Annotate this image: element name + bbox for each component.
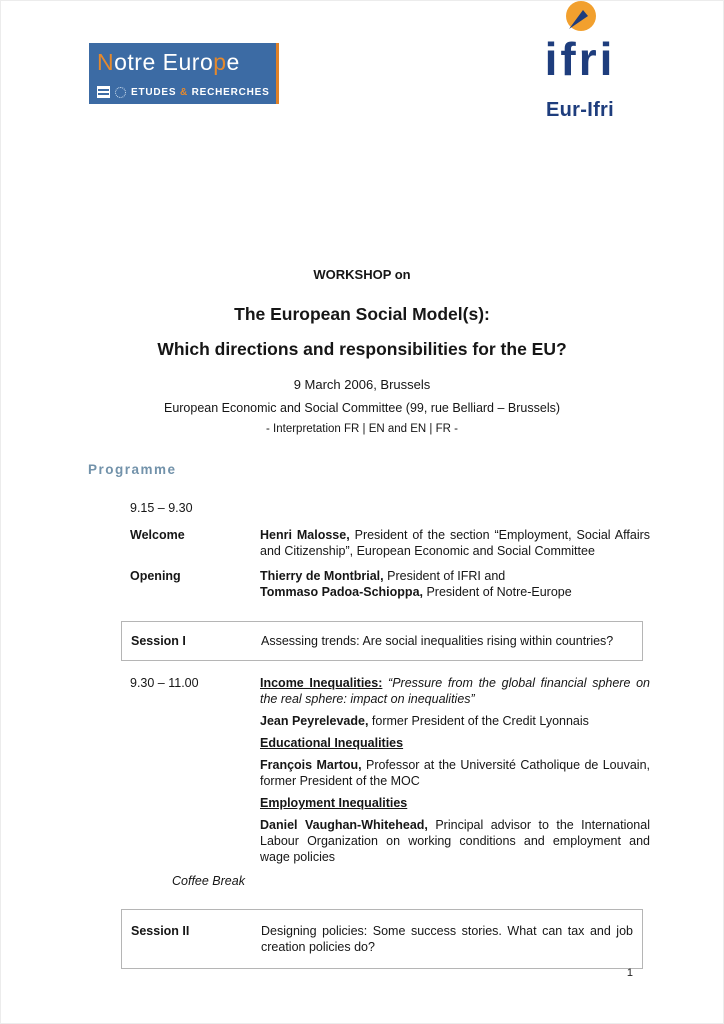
welcome-content bbox=[260, 527, 650, 559]
topic-quote: “Pressure from the global financial sphere on the real sphere: impact on inequalities” bbox=[260, 676, 650, 706]
coffee-break: Coffee Break bbox=[172, 874, 245, 888]
workshop-title-line1: The European Social Model(s): bbox=[234, 304, 490, 324]
session1-detail-content bbox=[260, 675, 650, 865]
wordmark-mid: otre Euro bbox=[114, 49, 214, 75]
speaker-name: Thierry de Montbrial, bbox=[260, 569, 384, 583]
notre-europe-logo bbox=[89, 43, 279, 104]
speaker-description: President of the section “Employment, Social Affairs and Citizenship”, European Economic and Social Committee bbox=[260, 528, 651, 558]
session-time: 9.15 – 9.30 bbox=[130, 501, 193, 515]
speaker-name: François Martou, bbox=[260, 758, 362, 772]
notre-europe-logo-panel bbox=[89, 43, 276, 104]
programme-schedule bbox=[130, 500, 650, 969]
ifri-wordmark: ifri bbox=[544, 33, 616, 85]
topic-income bbox=[260, 675, 650, 707]
topic-heading: Educational Inequalities bbox=[260, 736, 404, 750]
speaker-name: Tommaso Padoa-Schioppa, bbox=[260, 585, 423, 599]
welcome-row bbox=[130, 527, 650, 559]
session1-detail-row bbox=[130, 675, 650, 865]
topic-educational bbox=[260, 735, 650, 751]
opening-content bbox=[260, 568, 650, 600]
session1-box bbox=[121, 621, 643, 661]
notre-europe-orange-bar bbox=[276, 43, 279, 104]
interpretation-note: - Interpretation FR | EN and EN | FR - bbox=[266, 423, 458, 435]
session1-label: Session I bbox=[131, 634, 186, 648]
welcome-text bbox=[260, 527, 650, 559]
ifri-compass-icon bbox=[563, 0, 597, 34]
welcome-label: Welcome bbox=[130, 528, 185, 542]
speaker-name: Daniel Vaughan-Whitehead, bbox=[260, 818, 428, 832]
session2-box bbox=[121, 909, 643, 969]
speaker-name: Jean Peyrelevade, bbox=[260, 714, 369, 728]
header bbox=[0, 0, 724, 230]
topic-heading: Income Inequalities: bbox=[260, 676, 383, 690]
document-lines-icon bbox=[97, 86, 110, 98]
event-date: 9 March 2006, Brussels bbox=[293, 377, 431, 392]
speaker-name: Henri Malosse, bbox=[260, 528, 350, 542]
speaker-educational bbox=[260, 757, 650, 789]
notre-europe-tagline bbox=[97, 86, 270, 98]
speaker-income bbox=[260, 713, 650, 729]
eur-ifri-caption: Eur-Ifri bbox=[546, 99, 614, 121]
workshop-title-line2: Which directions and responsibilities for the EU? bbox=[157, 339, 567, 359]
tagline-ampersand: & bbox=[179, 86, 188, 98]
speaker-description: President of IFRI and bbox=[383, 569, 506, 583]
event-venue: European Economic and Social Committee (99, rue Belliard – Brussels) bbox=[163, 401, 561, 415]
topic-heading: Employment Inequalities bbox=[260, 796, 408, 810]
tagline-etudes: ETUDES bbox=[131, 86, 177, 98]
eu-stars-circle-icon bbox=[115, 87, 126, 98]
session1-title: Assessing trends: Are social inequalities rising within countries? bbox=[261, 634, 614, 648]
session2-title: Designing policies: Some success stories. What can tax and job creation policies do? bbox=[261, 924, 633, 954]
wordmark-letter-p: p bbox=[213, 49, 227, 75]
opening-text bbox=[260, 568, 650, 600]
session-time: 9.30 – 11.00 bbox=[130, 676, 199, 690]
speaker-description: Principal advisor to the International Labour Organization on working conditions and employment and wage policies bbox=[260, 818, 650, 864]
tagline-text bbox=[131, 87, 270, 98]
wordmark-letter-e: e bbox=[226, 49, 240, 75]
speaker-description: President of Notre-Europe bbox=[423, 585, 572, 599]
session2-label: Session II bbox=[131, 924, 190, 938]
opening-label: Opening bbox=[130, 569, 181, 583]
tagline-recherches: RECHERCHES bbox=[191, 86, 270, 98]
page-number: 1 bbox=[626, 967, 633, 979]
topic-employment bbox=[260, 795, 650, 811]
title-block bbox=[0, 230, 724, 435]
ifri-logo bbox=[528, 0, 632, 122]
notre-europe-wordmark bbox=[97, 51, 270, 74]
speaker-description: Professor at the Université Catholique de Louvain, former President of the MOC bbox=[260, 758, 650, 788]
speaker-employment bbox=[260, 817, 650, 865]
programme-heading: Programme bbox=[88, 462, 177, 477]
speaker-description: former President of the Credit Lyonnais bbox=[368, 714, 589, 728]
wordmark-letter-n: N bbox=[97, 49, 115, 75]
workshop-kicker: WORKSHOP on bbox=[313, 267, 411, 282]
opening-row bbox=[130, 568, 650, 600]
time-row bbox=[130, 500, 650, 516]
